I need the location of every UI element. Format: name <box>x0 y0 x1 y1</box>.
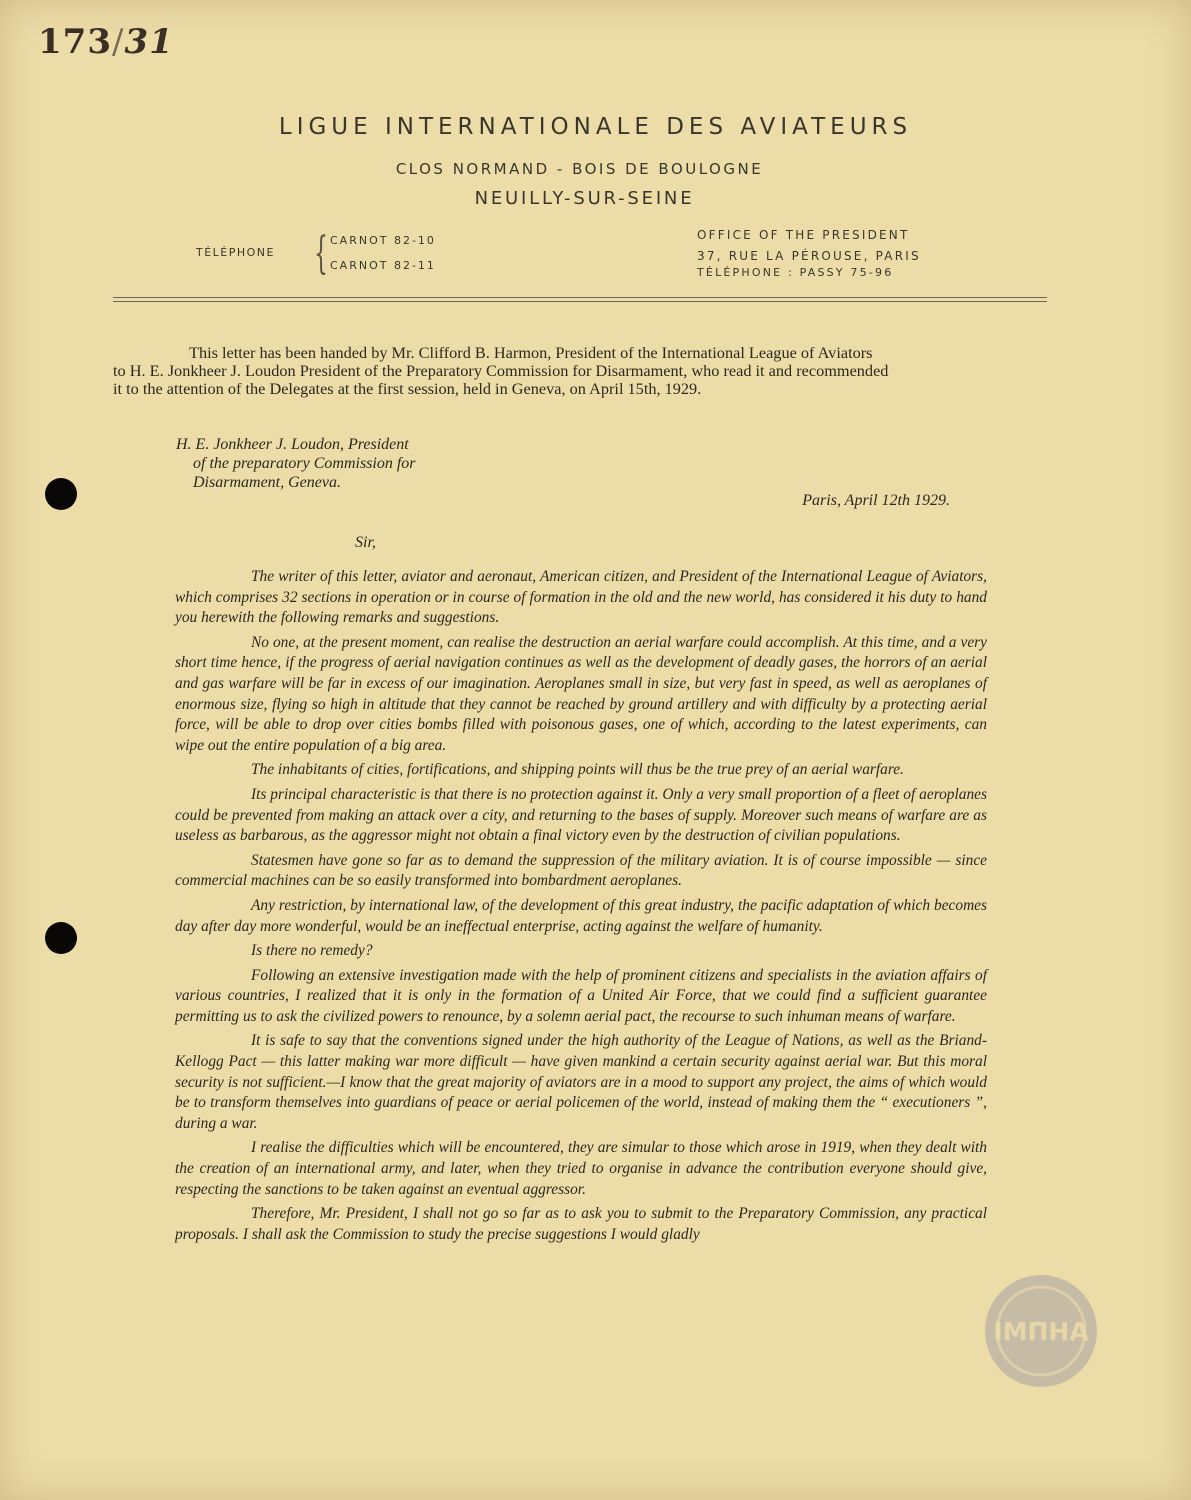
office-address: 37, RUE LA PÉROUSE, PARIS <box>697 249 921 263</box>
salutation: Sir, <box>355 534 376 551</box>
recipient-line: of the preparatory Commission for <box>193 455 416 472</box>
paragraph: Its principal characteristic is that there is no protection against it. Only a very small proportion of a fleet of aeroplanes could be prevented from making an attack over a city, and returning to the bases of supply. Moreover such means of warfare are as useless as barbarous, as the aggressor might not obtain a final victory even by the destruction of civilian populations. <box>175 785 987 845</box>
paragraph: Is there no remedy? <box>251 942 373 960</box>
recipient-line: H. E. Jonkheer J. Loudon, President <box>176 436 409 453</box>
recipient-address <box>176 435 416 492</box>
telephone-brace: { <box>314 228 328 279</box>
letterhead-rule-top <box>113 297 1047 298</box>
paragraph: I realise the difficulties which will be encountered, they are simular to those which arose in 1919, when they dealt with the creation of an international army, and later, when they tried to organise in advance the contribution everyone should give, respecting the sanctions to be taken against an eventual aggressor. <box>175 1139 987 1198</box>
archive-number-left: 173 <box>38 22 112 62</box>
telephone-number-2: CARNOT 82-11 <box>330 259 436 272</box>
paragraph: Therefore, Mr. President, I shall not go so far as to ask you to submit to the Preparatory Commission, any practical proposals. I shall ask the Commission to study the precise suggestions I would gladly <box>175 1205 987 1243</box>
archive-number <box>38 22 174 62</box>
paragraph: It is safe to say that the conventions signed under the high authority of the League of Nations, as well as the Briand-Kellogg Pact — this latter making war more difficult — have given mankind a certain security against aerial war. But this moral security is not sufficient.—I know that the great majority of aviators are in a mood to support any project, the aims of which would be to transform themselves into guardians of peace or aerial policemen of the world, instead of making them the “ executioners ”, during a war. <box>175 1032 987 1132</box>
office-telephone: TÉLÉPHONE : PASSY 75-96 <box>697 266 894 279</box>
intro-line: it to the attention of the Delegates at the first session, held in Geneva, on April 15th, 1929. <box>113 379 702 398</box>
archive-stamp-watermark <box>982 1272 1100 1390</box>
archive-slash: / <box>111 22 125 62</box>
letterhead-address-line1: CLOS NORMAND - BOIS DE BOULOGNE <box>395 160 764 178</box>
paragraph: The writer of this letter, aviator and aeronaut, American citizen, and President of the International League of Aviators, which comprises 32 sections in operation or in course of formation in the old and the new world, has considered it his duty to hand you herewith the following remarks and suggestions. <box>175 568 987 627</box>
recipient-line: Disarmament, Geneva. <box>193 474 341 491</box>
paragraph: The inhabitants of cities, fortifications, and shipping points will thus be the true prey of an aerial warfare. <box>251 761 904 779</box>
letterhead-rule-bottom <box>113 301 1047 302</box>
telephone-label: TÉLÉPHONE <box>196 246 275 259</box>
telephone-number-1: CARNOT 82-10 <box>330 234 436 247</box>
intro-note <box>113 344 1049 398</box>
office-title: OFFICE OF THE PRESIDENT <box>697 228 910 242</box>
paragraph: Following an extensive investigation made with the help of prominent citizens and specialists in the aviation affairs of various countries, I realized that it is only in the formation of a United Air Force, that we could find a sufficient guarantee permitting us to ask the civilized powers to renounce, by a solemn aerial pact, the recourse to such inhuman means of warfare. <box>175 966 987 1025</box>
letterhead-address-line2: NEUILLY-SUR-SEINE <box>474 188 695 209</box>
paragraph: Any restriction, by international law, of the development of this great industry, the pacific adaptation of which becomes day after day more wonderful, would be an ineffectual enterprise, acting against the welfare of humanity. <box>175 896 987 935</box>
place-date: Paris, April 12th 1929. <box>802 492 950 509</box>
binder-hole-top <box>45 478 77 510</box>
stamp-text: ΙΜΠΗΑ <box>993 1317 1089 1346</box>
letter-body <box>175 567 987 1249</box>
intro-line: to H. E. Jonkheer J. Loudon President of the Preparatory Commission for Disarmament, who read it and recommended <box>113 361 889 380</box>
intro-line: This letter has been handed by Mr. Clifford B. Harmon, President of the International League of Aviators <box>189 343 873 362</box>
binder-hole-bottom <box>45 922 77 954</box>
paragraph: No one, at the present moment, can realise the destruction an aerial warfare could accomplish. At this time, and a very short time hence, if the progress of aerial navigation continues as well as the development of deadly gases, the horrors of an aerial and gas warfare will be far in excess of our imagination. Aeroplanes small in size, but very fast in speed, as well as aeroplanes of enormous size, flying so high in altitude that they cannot be reached by ground artillery and with difficulty by a protecting aerial force, will be able to drop over cities bombs filled with poisonous gases, one of which, according to the latest experiments, can wipe out the entire population of a big area. <box>175 633 987 754</box>
archive-number-right: 31 <box>124 22 174 62</box>
paragraph: Statesmen have gone so far as to demand the suppression of the military aviation. It is of course impossible — since commercial machines can be so easily transformed into bombardment aeroplanes. <box>175 851 987 890</box>
letterhead-title: LIGUE INTERNATIONALE DES AVIATEURS <box>278 114 913 140</box>
